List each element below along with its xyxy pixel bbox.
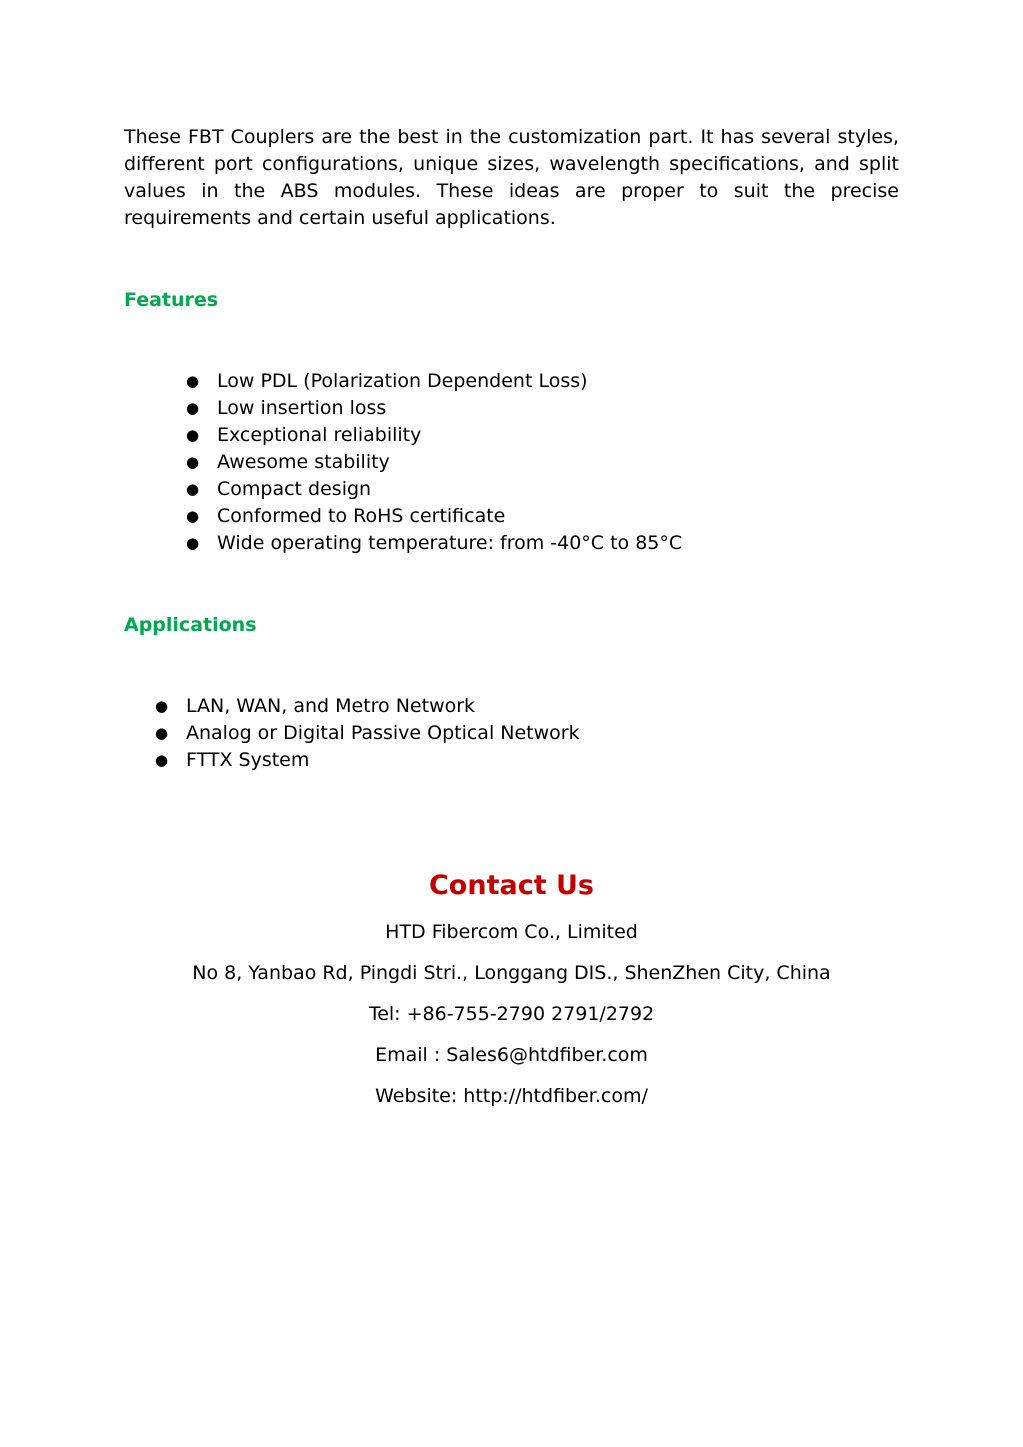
bullet-dot-icon: ●	[186, 372, 200, 390]
list-item	[186, 449, 682, 476]
list-item-text: Low insertion loss	[217, 397, 387, 419]
applications-heading: Applications	[124, 614, 257, 636]
list-item-text: Compact design	[217, 478, 372, 500]
contact-website: Website: http://htdfiber.com/	[375, 1085, 648, 1107]
list-item-text: Analog or Digital Passive Optical Network	[186, 722, 580, 744]
bullet-dot-icon: ●	[186, 453, 200, 471]
bullet-dot-icon: ●	[186, 507, 200, 525]
list-item-text: Low PDL (Polarization Dependent Loss)	[217, 370, 588, 392]
list-item	[186, 476, 682, 503]
list-item	[155, 693, 580, 720]
bullet-dot-icon: ●	[186, 399, 200, 417]
list-item	[186, 503, 682, 530]
list-item	[155, 747, 580, 774]
list-item-text: Exceptional reliability	[217, 424, 422, 446]
company-address: No 8, Yanbao Rd, Pingdi Stri., Longgang DIS., ShenZhen City, China	[192, 962, 831, 984]
list-item	[186, 395, 682, 422]
list-item	[186, 530, 682, 557]
list-item	[155, 720, 580, 747]
list-item-text: FTTX System	[186, 749, 310, 771]
bullet-dot-icon: ●	[186, 480, 200, 498]
features-list	[186, 368, 682, 557]
list-item-text: Wide operating temperature: from -40°C to 85°C	[217, 532, 683, 554]
list-item-text: Awesome stability	[217, 451, 390, 473]
list-item-text: Conformed to RoHS certificate	[217, 505, 506, 527]
bullet-dot-icon: ●	[186, 534, 200, 552]
bullet-dot-icon: ●	[155, 724, 169, 742]
intro-paragraph: These FBT Couplers are the best in the customization part. It has several styles, different port configurations, unique sizes, wavelength specifications, and split values in the ABS modules. These ideas are proper to suit the precise requirements and certain useful applications.	[124, 126, 899, 229]
company-name: HTD Fibercom Co., Limited	[385, 921, 638, 943]
contact-email: Email : Sales6@htdfiber.com	[375, 1044, 648, 1066]
list-item	[186, 368, 682, 395]
contact-telephone: Tel: +86-755-2790 2791/2792	[368, 1003, 655, 1025]
features-heading: Features	[124, 289, 219, 311]
contact-heading: Contact Us	[428, 870, 595, 901]
list-item-text: LAN, WAN, and Metro Network	[186, 695, 476, 717]
bullet-dot-icon: ●	[155, 697, 169, 715]
bullet-dot-icon: ●	[186, 426, 200, 444]
list-item	[186, 422, 682, 449]
applications-list	[155, 693, 580, 774]
bullet-dot-icon: ●	[155, 751, 169, 769]
